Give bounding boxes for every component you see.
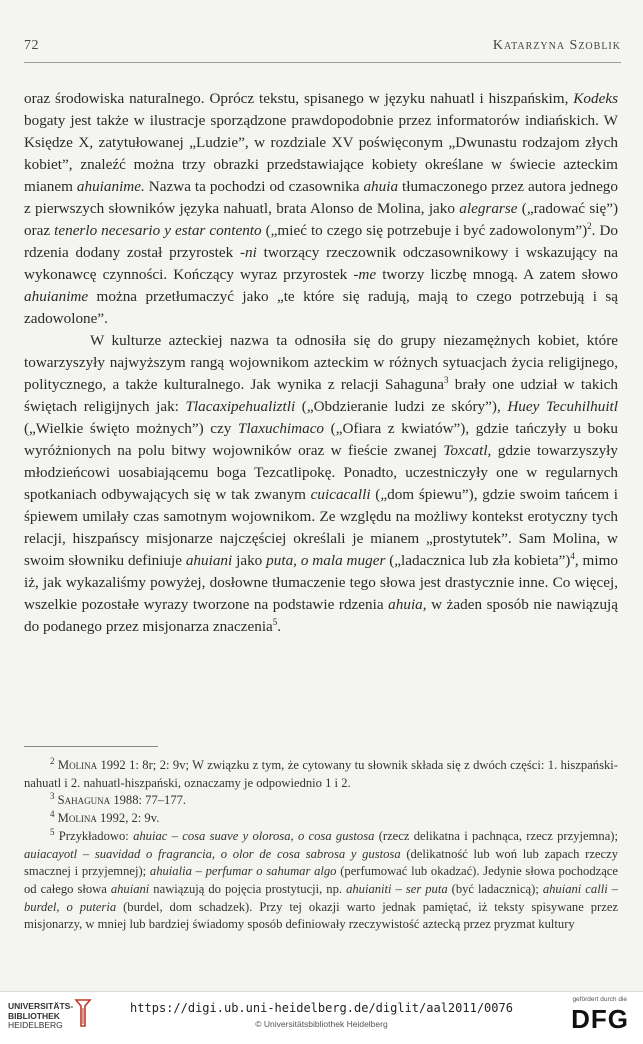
digitization-footer [0,991,643,1044]
copyright-notice: © Universitätsbibliothek Heidelberg [255,1019,388,1029]
header-rule [24,62,621,63]
running-head [24,38,621,60]
footnote-ref: 2 [50,755,55,766]
running-head-author: Katarzyna Szoblik [492,38,621,53]
footnote-3: $^3$ Sahaguna 1988: 77–177. [50,791,187,808]
paragraph-1: oraz środowiska naturalnego. Oprócz tekstu, spisanego w języku nahuatl i hiszpańskim, Kodeks bogaty jest także w ilustracje sporządzone prawdopodobnie przez informatorów indiańskich. W Księdze X, zatytułowanej „Ludzie”, w rozdziale XV poświęconym „Dwunastu rodzajom złych kobiet”, znaleźć można trzy obrazki przedstawiające kobiety określane w świecie azteckim mianem ahuianime. Nazwa ta pochodzi od czasownika ahuia tłumaczonego przez autora jednego z pierwszych słowników języka nahuatl, brata Alonso de Molina, jako alegrarse („radować się”) oraz tenerlo necesario y estar contento („mieć to czego się potrzebuje i być zadowolonym”)$^2$. Do rdzenia dodany został przyrostek -ni tworzący rzeczownik odczasownikowy i wskazujący na wykonawcę czynności. Kończący wyraz przyrostek -me tworzy liczbę mnogą. A zatem słowo ahuianime można przetłumaczyć jako „te które się radują, mają to czego potrzebują i są zadowolone”. [24,90,619,327]
footnote-5: $^5$ Przykładowo: ahuiac – cosa suave y olorosa, o cosa gustosa (rzecz delikatna i pachnąca, rzecz przyjemna); auiacayotl – suavidad o fragrancia, o olor de cosa sabrosa y gustosa (delikatność lub woń lub zapach rzeczy smacznej i przyjemnej); ahuialia – perfumar o sahumar algo (perfumować lub okadzać). Jedynie słowa pochodzące od całego słowa ahuiani nawiązują do pojęcia prostytucji, np. ahuianiti – ser puta (być ladacznicą); ahuiani calli – burdel, o puteria (burdel, dom schadzek). Przy tej okazji warto jednak pamiętać, iż teksty spisywane przez misjonarzy, w mniej lub bardziej świadomy sposób definiowały rzeczywistość aztecką przez pryzmat kultury [24,826,618,932]
page-number: 72 [24,38,39,53]
main-text [24,88,618,638]
footnote-4: $^4$ Molina 1992, 2: 9v. [50,808,160,826]
footnote-ref: 5 [272,616,278,627]
footnote-ref: 2 [587,220,592,231]
footnote-ref: 4 [570,550,575,561]
footnote-ref: 4 [50,808,55,819]
footnote-ref: 3 [444,374,449,385]
dfg-logo: DFG [571,1004,629,1034]
paragraph-2: W kulturze azteckiej nazwa ta odnosiła się do grupy niezamężnych kobiet, które towarzyszyły najwyższym rangą wojownikom azteckim w różnych sytuacjach życia religijnego, politycznego, a także kulturalnego. Jak wynika z relacji Sahaguna$^3$ brały one udział w takich świętach religijnych jak: Tlacaxipehualiztli („Obdzieranie ludzi ze skóry”), Huey Tecuhilhuitl („Wielkie święto możnych”) czy Tlaxuchimaco („Ofiara z kwiatów”), gdzie tańczyły u boku wyróżnionych na polu bitwy wojowników oraz w fieście zwanej Toxcatl, gdzie towarzyszyły młodzieńcowi uosabiającemu boga Tezcatlipokę. Ponadto, uczestniczyły one w regularnych spotkaniach odbywających się w tak zwanym cuicacalli („dom śpiewu”), gdzie swoim tańcem i śpiewem umilały czas samotnym wojownikom. Ze względu na możliwy kontekst erotyczny tych relacji, hiszpańscy misjonarze najczęściej określali je mianem „prostytutek”. Sam Molina, w swoim słowniku definiuje ahuiani jako puta, o mala muger („ladacznica lub zła kobieta”)$^4$, mimo iż, jak wykazaliśmy powyżej, dosłowne tłumaczenie tego słowa jest drastycznie inne. Co więcej, wszelkie pozostałe wyrazy tworzone na podstawie rdzenia ahuia, w żaden sposób nie nawiązują do podanego przez misjonarza znaczenia$^5$. [24,332,619,635]
footnotes [24,757,618,934]
footnote-rule [24,746,158,747]
page-url-link[interactable]: https://digi.ub.uni-heidelberg.de/diglit/aal2011/0076 [130,1001,513,1015]
library-name-line-3: HEIDELBERG [8,1020,63,1030]
footnote-ref: 5 [50,826,55,837]
funding-note: gefördert durch die [572,996,627,1003]
library-name-line-1: UNIVERSITÄTS- [8,1001,74,1011]
library-name-line-2: BIBLIOTHEK [8,1010,60,1021]
footnote-ref: 3 [50,791,55,802]
footnote-2: $^2$ Molina 1992 1: 8r; 2: 9v; W związku z tym, że cytowany tu słownik składa się z dwóch części: 1. hiszpański-nahuatl i 2. nahuatl-hiszpański, oznaczamy je odpowiednio 1 i 2. [24,755,618,790]
